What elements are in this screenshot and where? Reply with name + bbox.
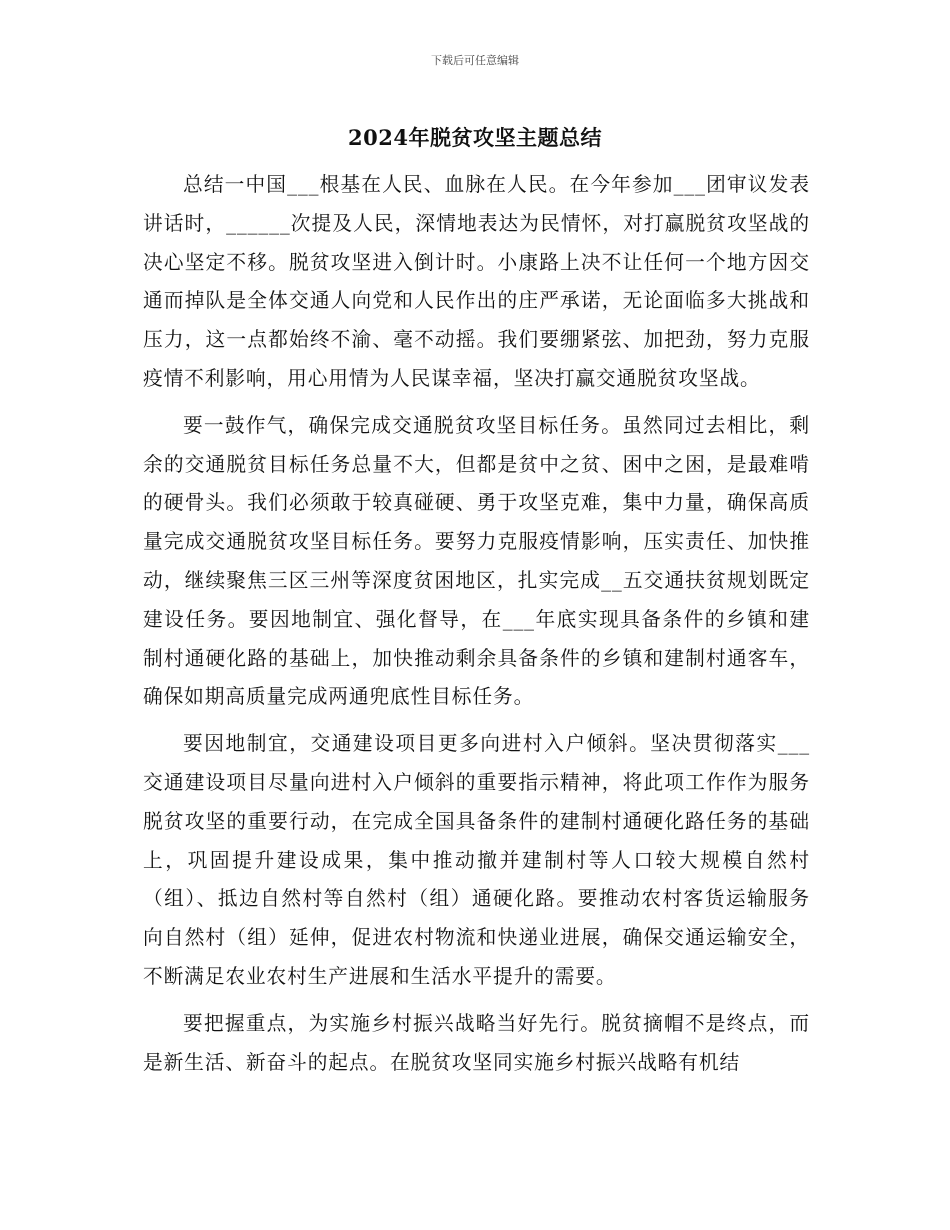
paragraph-2: 要一鼓作气，确保完成交通脱贫攻坚目标任务。虽然同过去相比，剩余的交通脱贫目标任务总量不大，但都是贫中之贫、困中之困，是最难啃的硬骨头。我们必须敢于较真碰硬、勇于攻坚克难，集中力量，确保高质量完成交通脱贫攻坚目标任务。要努力克服疫情影响，压实责任、加快推动，继续聚焦三区三州等深度贫困地区，扎实完成__五交通扶贫规划既定建设任务。要因地制宜、强化督导，在___年底实现具备条件的乡镇和建制村通硬化路的基础上，加快推动剩余具备条件的乡镇和建制村通客车，确保如期高质量完成两通兜底性目标任务。 (143, 413, 810, 709)
paragraph-3: 要因地制宜，交通建设项目更多向进村入户倾斜。坚决贯彻落实___交通建设项目尽量向进村入户倾斜的重要指示精神，将此项工作作为服务脱贫攻坚的重要行动，在完成全国具备条件的建制村通硬化路任务的基础上，巩固提升建设成果，集中推动撤并建制村等人口较大规模自然村（组）、抵边自然村等自然村（组）通硬化路。要推动农村客货运输服务向自然村（组）延伸，促进农村物流和快递业进展，确保交通运输安全，不断满足农业农村生产进展和生活水平提升的需要。 (143, 732, 810, 988)
paragraph-4: 要把握重点，为实施乡村振兴战略当好先行。脱贫摘帽不是终点，而是新生活、新奋斗的起点。在脱贫攻坚同实施乡村振兴战略有机结 (143, 1011, 810, 1074)
document-body (143, 166, 810, 1090)
document-title: 2024年脱贫攻坚主题总结 (348, 125, 602, 150)
page-header-note: 下载后可任意编辑 (431, 54, 519, 67)
paragraph-1: 总结一中国___根基在人民、血脉在人民。在今年参加___团审议发表讲话时，______次提及人民，深情地表达为民情怀，对打赢脱贫攻坚战的决心坚定不移。脱贫攻坚进入倒计时。小康路上决不让任何一个地方因交通而掉队是全体交通人向党和人民作出的庄严承诺，无论面临多大挑战和压力，这一点都始终不渝、毫不动摇。我们要绷紧弦、加把劲，努力克服疫情不利影响，用心用情为人民谋幸福，坚决打赢交通脱贫攻坚战。 (143, 173, 810, 390)
